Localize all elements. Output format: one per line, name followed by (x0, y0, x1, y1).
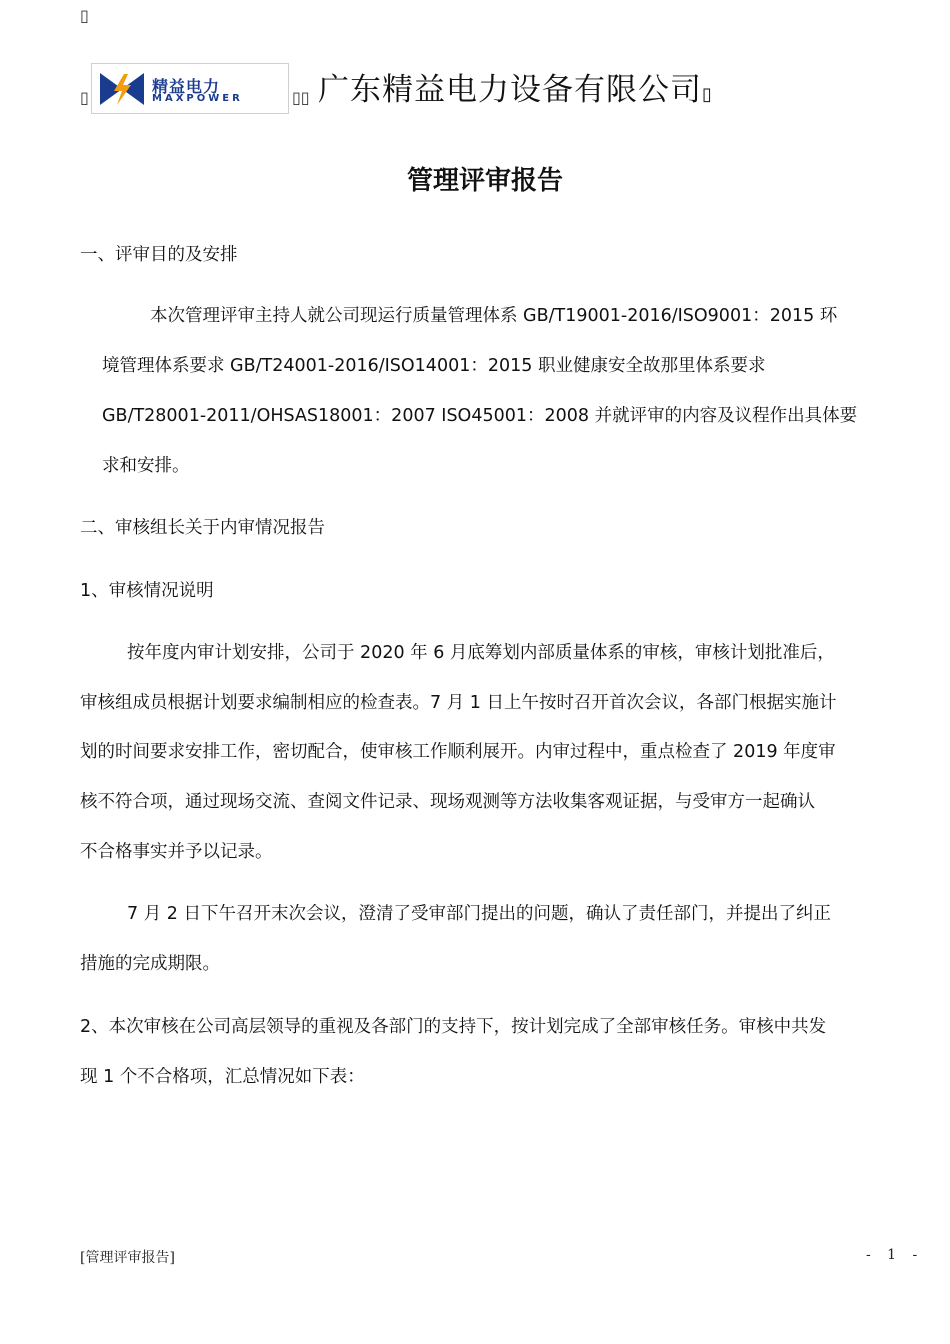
paragraph-line: 审核组成员根据计划要求编制相应的检查表。7 月 1 日上午按时召开首次会议，各部门根据实施计 (80, 693, 837, 713)
paragraph-line: 核不符合项，通过现场交流、查阅文件记录、现场观测等方法收集客观证据，与受审方一起确认 (80, 792, 815, 812)
subsection-heading: 1、审核情况说明 (80, 581, 214, 601)
paragraph-line: 境管理体系要求 GB/T24001-2016/ISO14001：2015 职业健康安全故那里体系要求 (102, 356, 766, 376)
lightning-logo-icon (98, 71, 146, 107)
company-name (318, 64, 713, 109)
company-name-text: 广东精益电力设备有限公司 (318, 72, 702, 108)
paragraph-line: 本次管理评审主持人就公司现运行质量管理体系 GB/T19001-2016/ISO9001：2015 环 (150, 306, 838, 326)
logo-text-en: MAXPOWER (152, 93, 243, 104)
document-title: 管理评审报告 (406, 166, 563, 196)
paragraph-line: 求和安排。 (102, 456, 190, 476)
placeholder-glyph: ▯ (80, 6, 89, 25)
paragraph-line: 不合格事实并予以记录。 (80, 842, 273, 862)
placeholder-glyph: ▯ (702, 84, 713, 105)
paragraph-line: 2、本次审核在公司高层领导的重视及各部门的支持下，按计划完成了全部审核任务。审核中共发 (80, 1017, 827, 1037)
section-heading: 二、审核组长关于内审情况报告 (80, 518, 325, 538)
footer-document-name: [管理评审报告] (80, 1250, 175, 1266)
section-heading: 一、评审目的及安排 (80, 245, 238, 265)
placeholder-glyph: ▯ (80, 88, 89, 107)
company-logo (91, 63, 289, 114)
paragraph-line: 现 1 个不合格项，汇总情况如下表： (80, 1067, 365, 1087)
logo-text-cn: 精益电力 (152, 77, 221, 96)
paragraph-line: 7 月 2 日下午召开末次会议，澄清了受审部门提出的问题，确认了责任部门，并提出了纠正 (127, 904, 831, 924)
paragraph-line: GB/T28001-2011/OHSAS18001：2007 ISO45001：2008 并就评审的内容及议程作出具体要 (102, 406, 858, 426)
paragraph-line: 措施的完成期限。 (80, 954, 220, 974)
page-number: - 1 - (866, 1247, 924, 1263)
paragraph-line: 划的时间要求安排工作，密切配合，使审核工作顺利展开。内审过程中，重点检查了 2019 年度审 (80, 742, 836, 762)
placeholder-glyph: ▯▯ (292, 88, 310, 107)
paragraph-line: 按年度内审计划安排，公司于 2020 年 6 月底筹划内部质量体系的审核，审核计划批准后， (127, 643, 835, 663)
